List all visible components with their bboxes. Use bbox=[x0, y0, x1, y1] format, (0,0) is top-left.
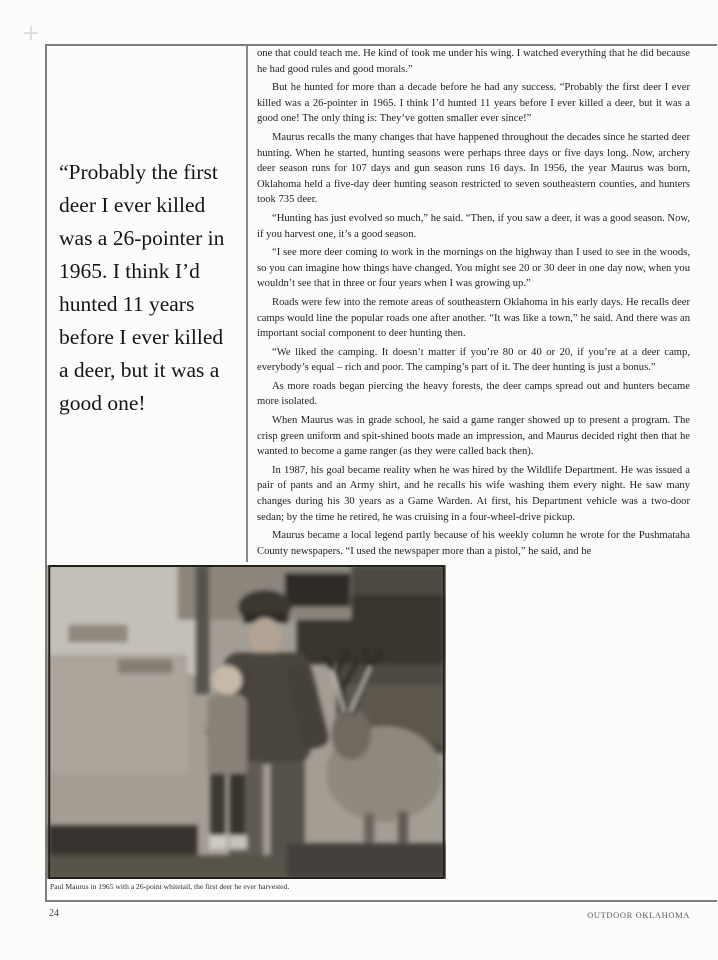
photo-caption: Paul Maurus in 1965 with a 26-point whitetail, the first deer he ever harvested. bbox=[50, 882, 290, 891]
article-paragraph: “Hunting has just evolved so much,” he said. “Then, if you saw a deer, it was a good season. Now, if you harvest one, it’s a good season. bbox=[257, 212, 690, 240]
pull-quote: “Probably the first deer I ever killed was a 26-pointer in 1965. I think I’d hunted 11 years before I ever killed a deer, but it was a good one! bbox=[59, 160, 225, 415]
article-paragraph: Roads were few into the remote areas of southeastern Oklahoma in his early days. He recalls deer camps would line the popular roads one after another. “It was like a town,” he said. And there was an important social component to deer hunting then. bbox=[257, 296, 690, 340]
page-frame bbox=[45, 44, 717, 902]
photo-block bbox=[47, 562, 448, 891]
article-paragraph: “I see more deer coming to work in the mornings on the highway than I used to see in the woods, so you can imagine how things have changed. You might see 20 or 30 deer in one day now, when you wouldn’t see that in three or four years when I was growing up.” bbox=[257, 247, 690, 290]
magazine-title: OUTDOOR OKLAHOMA bbox=[587, 910, 690, 920]
crop-mark-icon bbox=[24, 26, 38, 40]
article-paragraph: Maurus recalls the many changes that have happened throughout the decades since he started deer hunting. When he started, hunting seasons were perhaps three days or five days long. Now, archery deer season runs for 107 days and gun season runs 16 days. In 1956, the year Maurus was born, Oklahoma held a five-day deer hunting season restricted to seven southeastern counties, and hunters took 735 deer. bbox=[257, 131, 690, 206]
article-paragraph: In 1987, his goal became reality when he was hired by the Wildlife Department. He was issued a pair of pants and an Army shirt, and he recalls his wife washing them every night. He saw many changes during his 30 years as a Game Warden. At first, his Department vehicle was a two-door sedan; by the time he retired, he was cruising in a four-wheel-drive pickup. bbox=[257, 464, 690, 523]
article-body bbox=[47, 46, 717, 900]
article-paragraph: “We liked the camping. It doesn’t matter if you’re 80 or 40 or 20, if you’re at a deer camp, everybody’s equal – rich and poor. The camping’s part of it. The deer hunting is just a bonus.” bbox=[257, 346, 690, 374]
article-paragraph: But he hunted for more than a decade before he had any success. “Probably the first deer I ever killed was a 26-pointer in 1965. I think I’d hunted 11 years before I ever killed a deer, but it was a good one! The only thing is: They’ve gotten smaller ever since!” bbox=[257, 82, 690, 125]
pull-quote-box bbox=[47, 46, 248, 562]
article-paragraph: As more roads began piercing the heavy forests, the deer camps spread out and hunters became more isolated. bbox=[257, 380, 690, 408]
article-paragraph: one that could teach me. He kind of took me under his wing. I watched everything that he did because he had good rules and good morals.” bbox=[257, 48, 690, 75]
article-paragraph: When Maurus was in grade school, he said a game ranger showed up to present a program. The crisp green uniform and spit-shined boots made an impression, and Maurus decided right then that he wanted to become a game ranger (as they were called back then). bbox=[257, 415, 690, 458]
article-paragraph: Maurus became a local legend partly because of his weekly column he wrote for the Pushmataha County newspapers. “I used the newspaper more than a pistol,” he said, and he bbox=[257, 530, 690, 557]
article-photo bbox=[47, 565, 446, 879]
page-number: 24 bbox=[49, 908, 59, 919]
